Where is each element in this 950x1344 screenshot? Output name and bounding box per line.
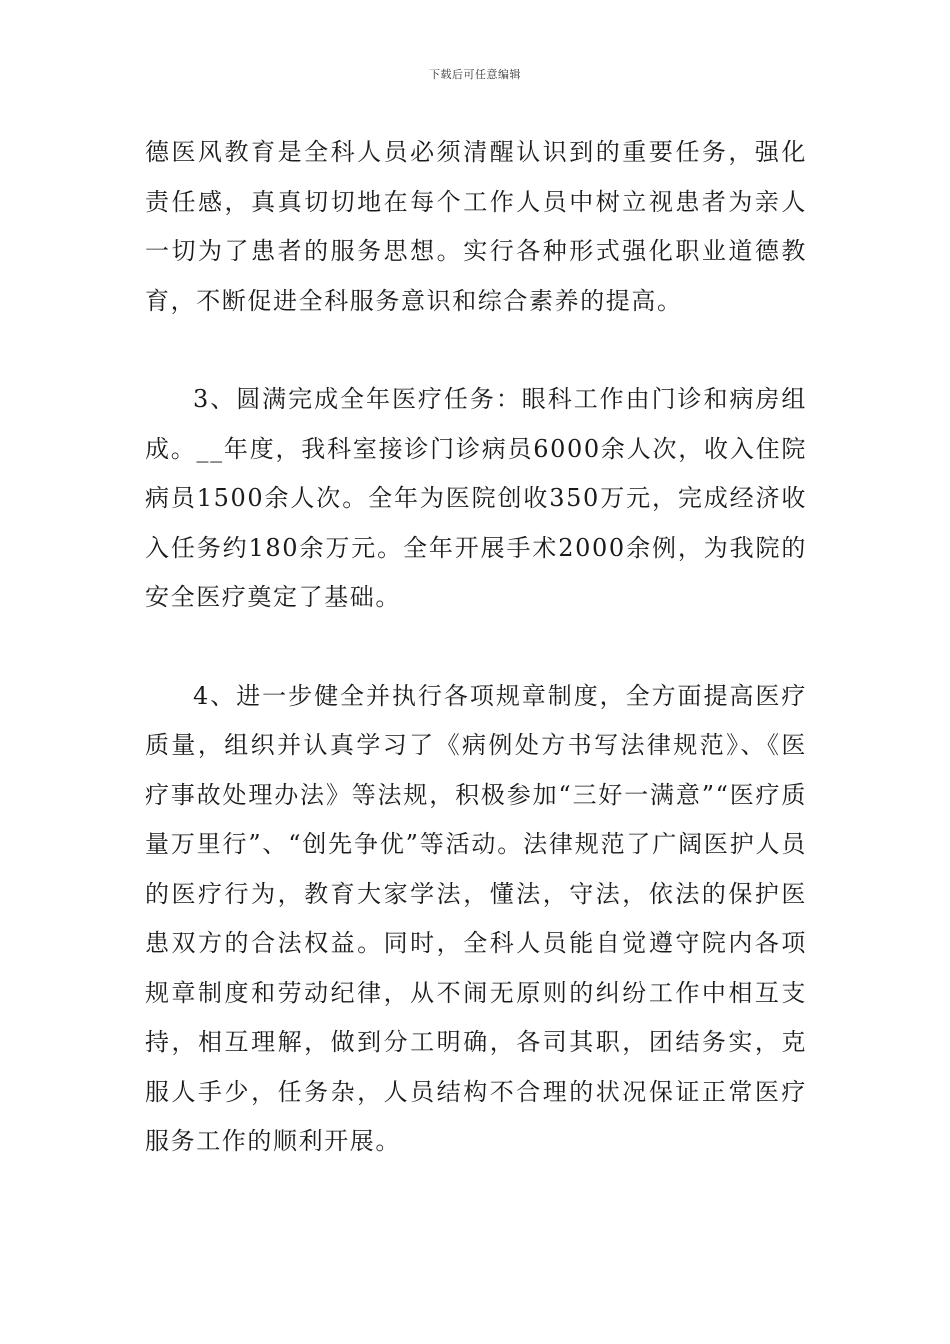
- paragraph-item-3: 3、圆满完成全年医疗任务：眼科工作由门诊和病房组成。__年度，我科室接诊门诊病员6000余人次，收入住院病员1500余人次。全年为医院创收350万元，完成经济收入任务约180余万元。全年开展手术2000余例，为我院的安全医疗奠定了基础。: [145, 385, 807, 611]
- paragraph-medical-ethics: 德医风教育是全科人员必须清醒认识到的重要任务，强化责任感，真真切切地在每个工作人员中树立视患者为亲人一切为了患者的服务思想。实行各种形式强化职业道德教育，不断促进全科服务意识和综合素养的提高。: [145, 138, 807, 315]
- paragraph-item-4: 4、进一步健全并执行各项规章制度，全方面提高医疗质量，组织并认真学习了《病例处方书写法律规范》、《医疗事故处理办法》等法规，积极参加“三好一满意”“医疗质量万里行”、“创先争优”等活动。法律规范了广阔医护人员的医疗行为，教育大家学法，懂法，守法，依法的保护医患双方的合法权益。同时，全科人员能自觉遵守院内各项规章制度和劳动纪律，从不闹无原则的纠纷工作中相互支持，相互理解，做到分工明确，各司其职，团结务实，克服人手少，任务杂，人员结构不合理的状况保证正常医疗服务工作的顺利开展。: [145, 681, 807, 1155]
- page-header: 下载后可任意编辑: [429, 68, 521, 81]
- document-body: [145, 128, 807, 1167]
